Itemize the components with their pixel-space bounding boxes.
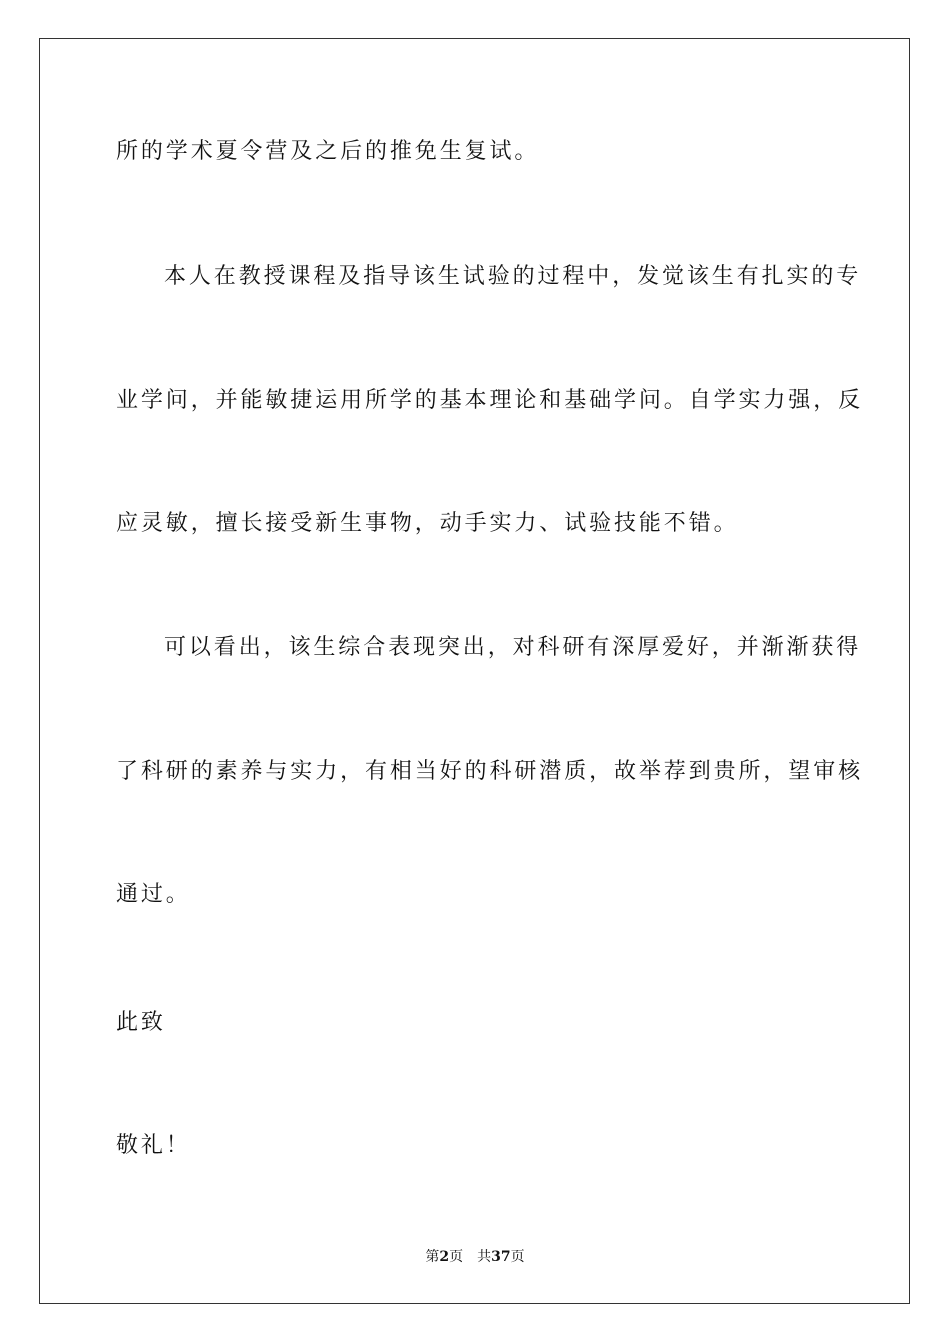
- body-line-4: 应灵敏，擅长接受新生事物，动手实力、试验技能不错。: [116, 511, 739, 536]
- page-border: [39, 38, 910, 1304]
- body-line-2: 本人在教授课程及指导该生试验的过程中，发觉该生有扎实的专: [164, 264, 862, 289]
- body-line-6: 了科研的素养与实力，有相当好的科研潜质，故举荐到贵所，望审核: [116, 759, 864, 784]
- total-pages: 37: [491, 1249, 511, 1265]
- body-line-7: 通过。: [116, 882, 191, 907]
- body-line-1: 所的学术夏令营及之后的推免生复试。: [116, 139, 540, 164]
- total-suffix: 页: [510, 1249, 525, 1265]
- total-prefix: 共: [477, 1249, 492, 1265]
- page-number: 2: [439, 1249, 450, 1265]
- closing-salutation: 此致: [116, 1010, 166, 1035]
- body-line-5: 可以看出，该生综合表现突出，对科研有深厚爱好，并渐渐获得: [164, 635, 862, 660]
- body-line-3: 业学问，并能敏捷运用所学的基本理论和基础学问。自学实力强，反: [116, 388, 864, 413]
- page-suffix: 页: [449, 1249, 464, 1265]
- page-footer: [0, 1247, 950, 1267]
- page-prefix: 第: [425, 1249, 440, 1265]
- closing-regards: 敬礼！: [116, 1133, 191, 1158]
